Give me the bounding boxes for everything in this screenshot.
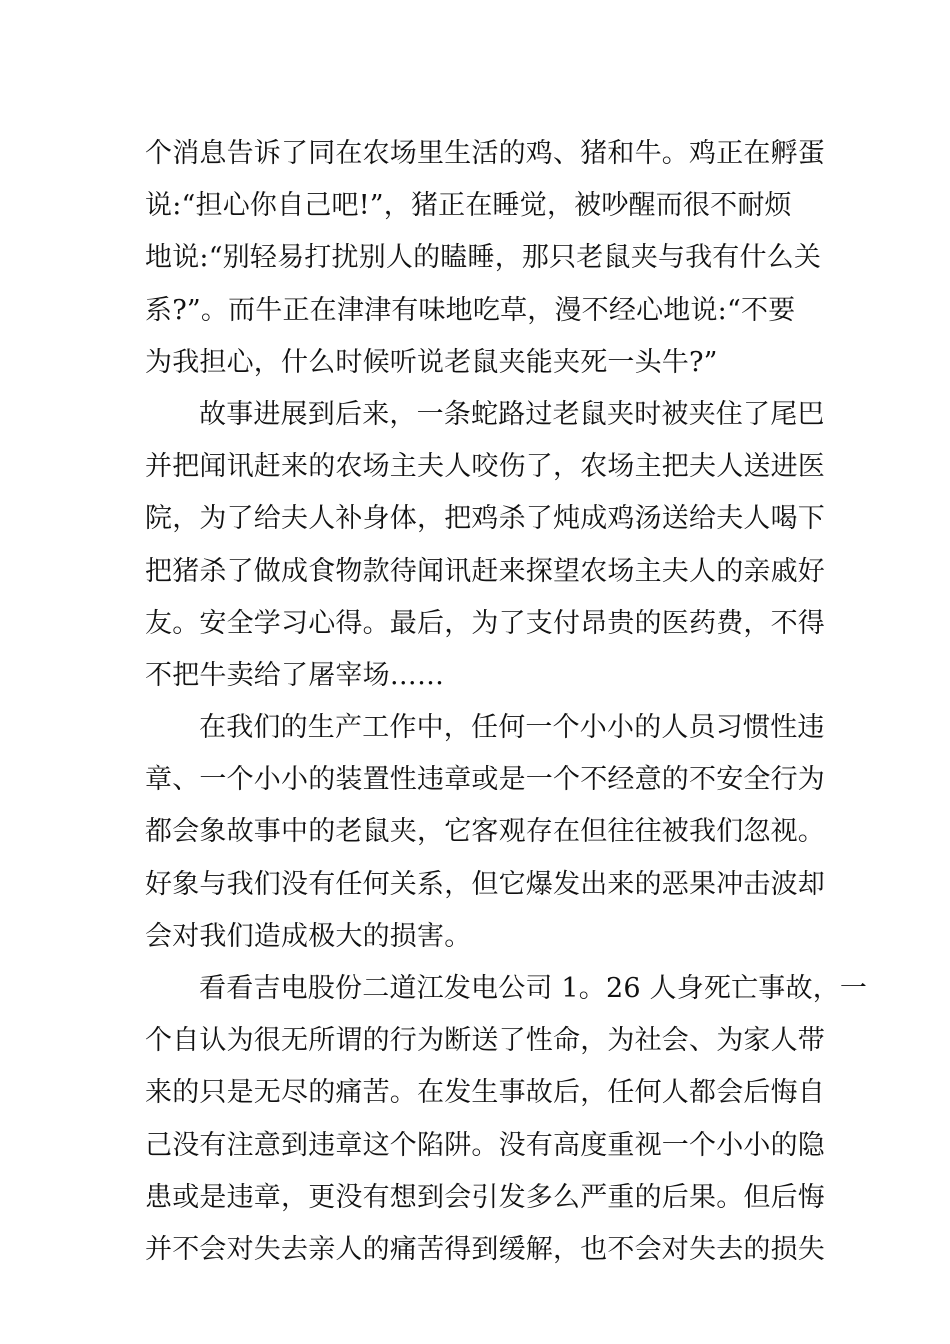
text-line: 系?”。而牛正在津津有味地吃草，漫不经心地说:“不要 — [145, 294, 796, 326]
paragraph-start-line: 看看吉电股份二道江发电公司 1。26 人身死亡事故，一 — [199, 973, 868, 1004]
text-line: 个消息告诉了同在农场里生活的鸡、猪和牛。鸡正在孵蛋 — [145, 138, 825, 169]
text-line: 院，为了给夫人补身体，把鸡杀了炖成鸡汤送给夫人喝下 — [145, 503, 825, 535]
text-line: 会对我们造成极大的损害。 — [145, 920, 472, 952]
text-line: 好象与我们没有任何关系，但它爆发出来的恶果冲击波却 — [145, 868, 825, 900]
text-line: 个自认为很无所谓的行为断送了性命，为社会、为家人带 — [145, 1025, 825, 1057]
text-line: 不把牛卖给了屠宰场…… — [145, 659, 445, 691]
text-line: 己没有注意到违章这个陷阱。没有高度重视一个小小的隐 — [145, 1129, 825, 1161]
text-line: 都会象故事中的老鼠夹，它客观存在但往往被我们忽视。 — [145, 816, 825, 848]
text-line: 说:“担心你自己吧!”，猪正在睡觉，被吵醒而很不耐烦 — [145, 190, 792, 222]
text-line: 并不会对失去亲人的痛苦得到缓解，也不会对失去的损失 — [145, 1233, 825, 1265]
text-line: 来的只是无尽的痛苦。在发生事故后，任何人都会后悔自 — [145, 1077, 825, 1109]
body-text — [145, 128, 868, 1276]
text-line: 章、一个小小的装置性违章或是一个不经意的不安全行为 — [145, 764, 825, 796]
text-line: 地说:“别轻易打扰别人的瞌睡，那只老鼠夹与我有什么关 — [145, 242, 822, 274]
text-line: 患或是违章，更没有想到会引发多么严重的后果。但后悔 — [145, 1181, 825, 1213]
paragraph-start-line: 故事进展到后来，一条蛇路过老鼠夹时被夹住了尾巴 — [199, 398, 825, 430]
text-line: 并把闻讯赶来的农场主夫人咬伤了，农场主把夫人送进医 — [145, 451, 825, 483]
text-line: 把猪杀了做成食物款待闻讯赶来探望农场主夫人的亲戚好 — [145, 555, 825, 587]
text-line: 为我担心，什么时候听说老鼠夹能夹死一头牛?” — [145, 346, 718, 378]
text-line: 友。安全学习心得。最后，为了支付昂贵的医药费，不得 — [145, 607, 825, 639]
paragraph-start-line: 在我们的生产工作中，任何一个小小的人员习惯性违 — [199, 712, 825, 744]
